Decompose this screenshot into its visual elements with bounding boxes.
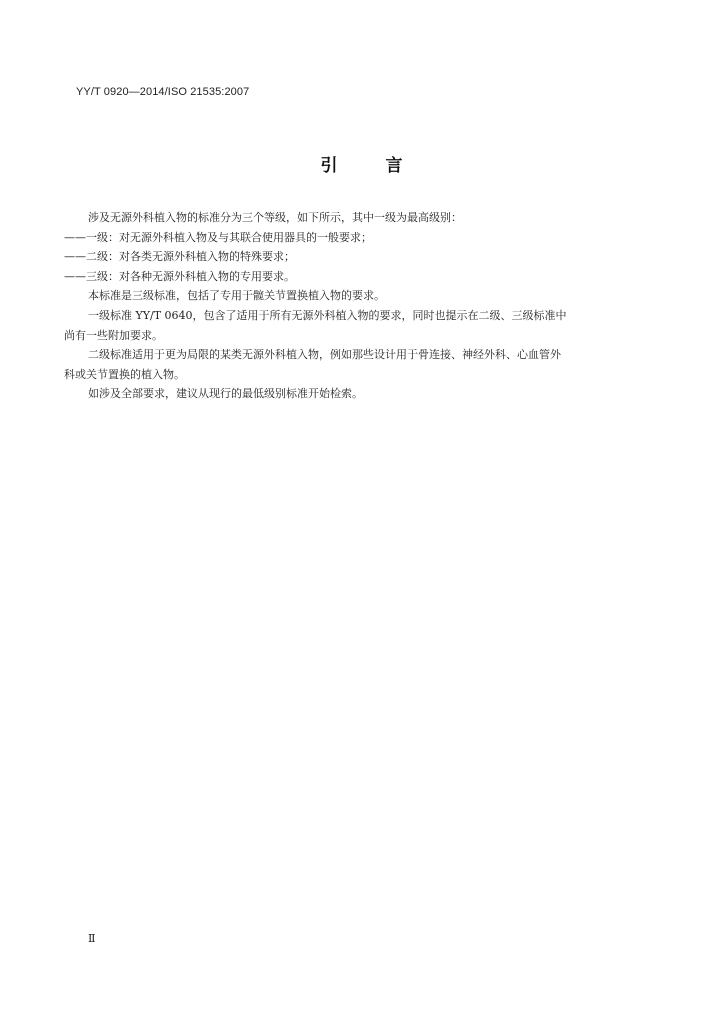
paragraph-level-2-standard-cont: 科或关节置换的植入物。	[64, 367, 185, 381]
list-item-level-2: ——二级：对各类无源外科植入物的特殊要求；	[64, 250, 295, 264]
list-item-level-1: ——一级：对无源外科植入物及与其联合使用器具的一般要求；	[64, 230, 372, 244]
paragraph-this-standard: 本标准是三级标准，包括了专用于髋关节置换植入物的要求。	[88, 289, 385, 303]
title-char-1: 引	[320, 156, 338, 176]
paragraph-level-2-standard: 二级标准适用于更为局限的某类无源外科植入物，例如那些设计用于骨连接、神经外科、心血管外	[88, 348, 561, 362]
paragraph-level-1-standard: 一级标准 YY/T 0640，包含了适用于所有无源外科植入物的要求，同时也提示在二级、三级标准中	[88, 308, 567, 322]
standard-number-header: YY/T 0920—2014/ISO 21535:2007	[76, 86, 250, 98]
paragraph-level-1-standard-cont: 尚有一些附加要求。	[64, 328, 163, 342]
paragraph-levels-intro: 涉及无源外科植入物的标准分为三个等级，如下所示，其中一级为最高级别：	[88, 211, 462, 224]
list-item-level-3: ——三级：对各种无源外科植入物的专用要求。	[64, 269, 295, 283]
title-char-2: 言	[385, 156, 403, 176]
paragraph-search-advice: 如涉及全部要求，建议从现行的最低级别标准开始检索。	[88, 387, 363, 401]
introduction-body	[64, 208, 648, 404]
page-number: Ⅱ	[88, 932, 96, 945]
page-title	[0, 151, 723, 176]
